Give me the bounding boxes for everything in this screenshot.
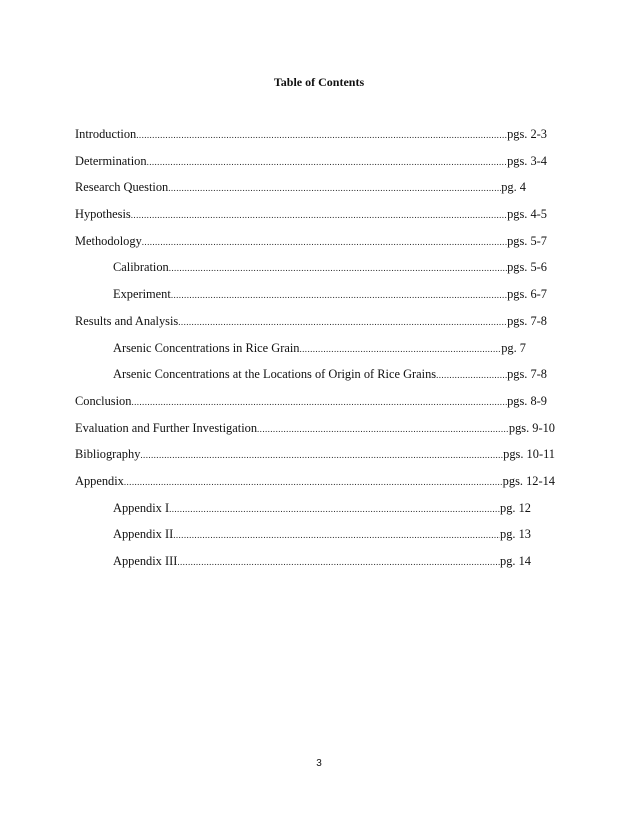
toc-entry-pages: pgs. 6-7 (507, 287, 547, 302)
toc-entry-label: Experiment (113, 287, 171, 302)
dot-leader (436, 366, 507, 382)
dot-leader (178, 313, 507, 329)
toc-entry-appendix-i (75, 500, 555, 527)
dot-leader (147, 153, 507, 169)
toc-entry-label: Appendix (75, 473, 124, 488)
toc-entry-determination (75, 153, 555, 180)
toc-entry-label: Evaluation and Further Investigation (75, 420, 258, 435)
toc-entry-arsenic-locations (75, 366, 555, 393)
toc-entry-pages: pgs. 7-8 (507, 367, 547, 382)
toc-entry-evaluation (75, 420, 555, 447)
toc-entry-results-and-analysis (75, 313, 555, 340)
toc-entry-label: Determination (75, 153, 147, 168)
toc-entry-conclusion (75, 393, 555, 420)
dot-leader (177, 553, 500, 569)
toc-entry-label: Hypothesis (75, 207, 131, 222)
toc-entry-pages: pgs. 2-3 (507, 127, 547, 141)
toc-entry-pages: pgs. 10-11 (503, 447, 555, 462)
toc-entry-label: Conclusion (75, 393, 132, 408)
toc-entry-pages: pgs. 7-8 (507, 313, 547, 328)
toc-entry-pages: pg. 4 (501, 180, 526, 195)
toc-entry-label: Appendix I (113, 500, 170, 515)
toc-entry-pages: pgs. 5-7 (507, 233, 547, 248)
dot-leader (300, 340, 502, 356)
toc-entry-pages: pg. 14 (500, 554, 531, 568)
toc-entry-pages: pgs. 9-10 (508, 420, 555, 435)
toc-entry-label: Introduction (75, 127, 137, 141)
toc-entry-pages: pgs. 12-14 (502, 473, 555, 488)
dot-leader (124, 473, 503, 489)
toc-entry-pages: pg. 7 (501, 340, 526, 355)
toc-entry-label: Arsenic Concentrations at the Locations of Origin of Rice Grains (113, 367, 437, 382)
toc-entry-pages: pgs. 5-6 (507, 260, 547, 275)
dot-leader (136, 126, 507, 142)
dot-leader (142, 233, 507, 249)
toc-entry-appendix-ii (75, 526, 555, 553)
page-title: Table of Contents (273, 75, 365, 89)
toc-entry-label: Methodology (75, 233, 142, 248)
toc-entry-research-question (75, 179, 555, 206)
toc-entry-label: Appendix III (113, 554, 178, 568)
dot-leader (173, 526, 500, 542)
toc-entry-label: Arsenic Concentrations in Rice Grain (113, 340, 300, 355)
page-number: 3 (316, 758, 322, 769)
toc-entry-pages: pg. 13 (500, 527, 531, 542)
toc-entry-methodology (75, 233, 555, 260)
table-of-contents (75, 126, 555, 580)
toc-entry-hypothesis (75, 206, 555, 233)
toc-entry-bibliography (75, 446, 555, 473)
dot-leader (140, 446, 503, 462)
toc-entry-label: Calibration (113, 260, 169, 275)
toc-entry-pages: pg. 12 (500, 500, 531, 515)
dot-leader (257, 420, 509, 436)
toc-entry-appendix (75, 473, 555, 500)
toc-entry-pages: pgs. 3-4 (507, 153, 547, 168)
dot-leader (131, 393, 507, 409)
toc-entry-experiment (75, 286, 555, 313)
toc-entry-label: Bibliography (75, 447, 141, 462)
dot-leader (131, 206, 507, 222)
toc-entry-introduction (75, 126, 555, 153)
toc-entry-pages: pgs. 8-9 (507, 393, 547, 408)
toc-entry-label: Results and Analysis (75, 313, 179, 328)
toc-entry-arsenic-rice-grain (75, 340, 555, 367)
dot-leader (169, 259, 507, 275)
dot-leader (169, 500, 500, 516)
toc-entry-pages: pgs. 4-5 (507, 207, 547, 222)
dot-leader (168, 179, 501, 195)
toc-entry-appendix-iii (75, 553, 555, 580)
toc-entry-label: Appendix II (113, 527, 174, 542)
toc-entry-label: Research Question (75, 180, 169, 195)
dot-leader (171, 286, 507, 302)
toc-entry-calibration (75, 259, 555, 286)
